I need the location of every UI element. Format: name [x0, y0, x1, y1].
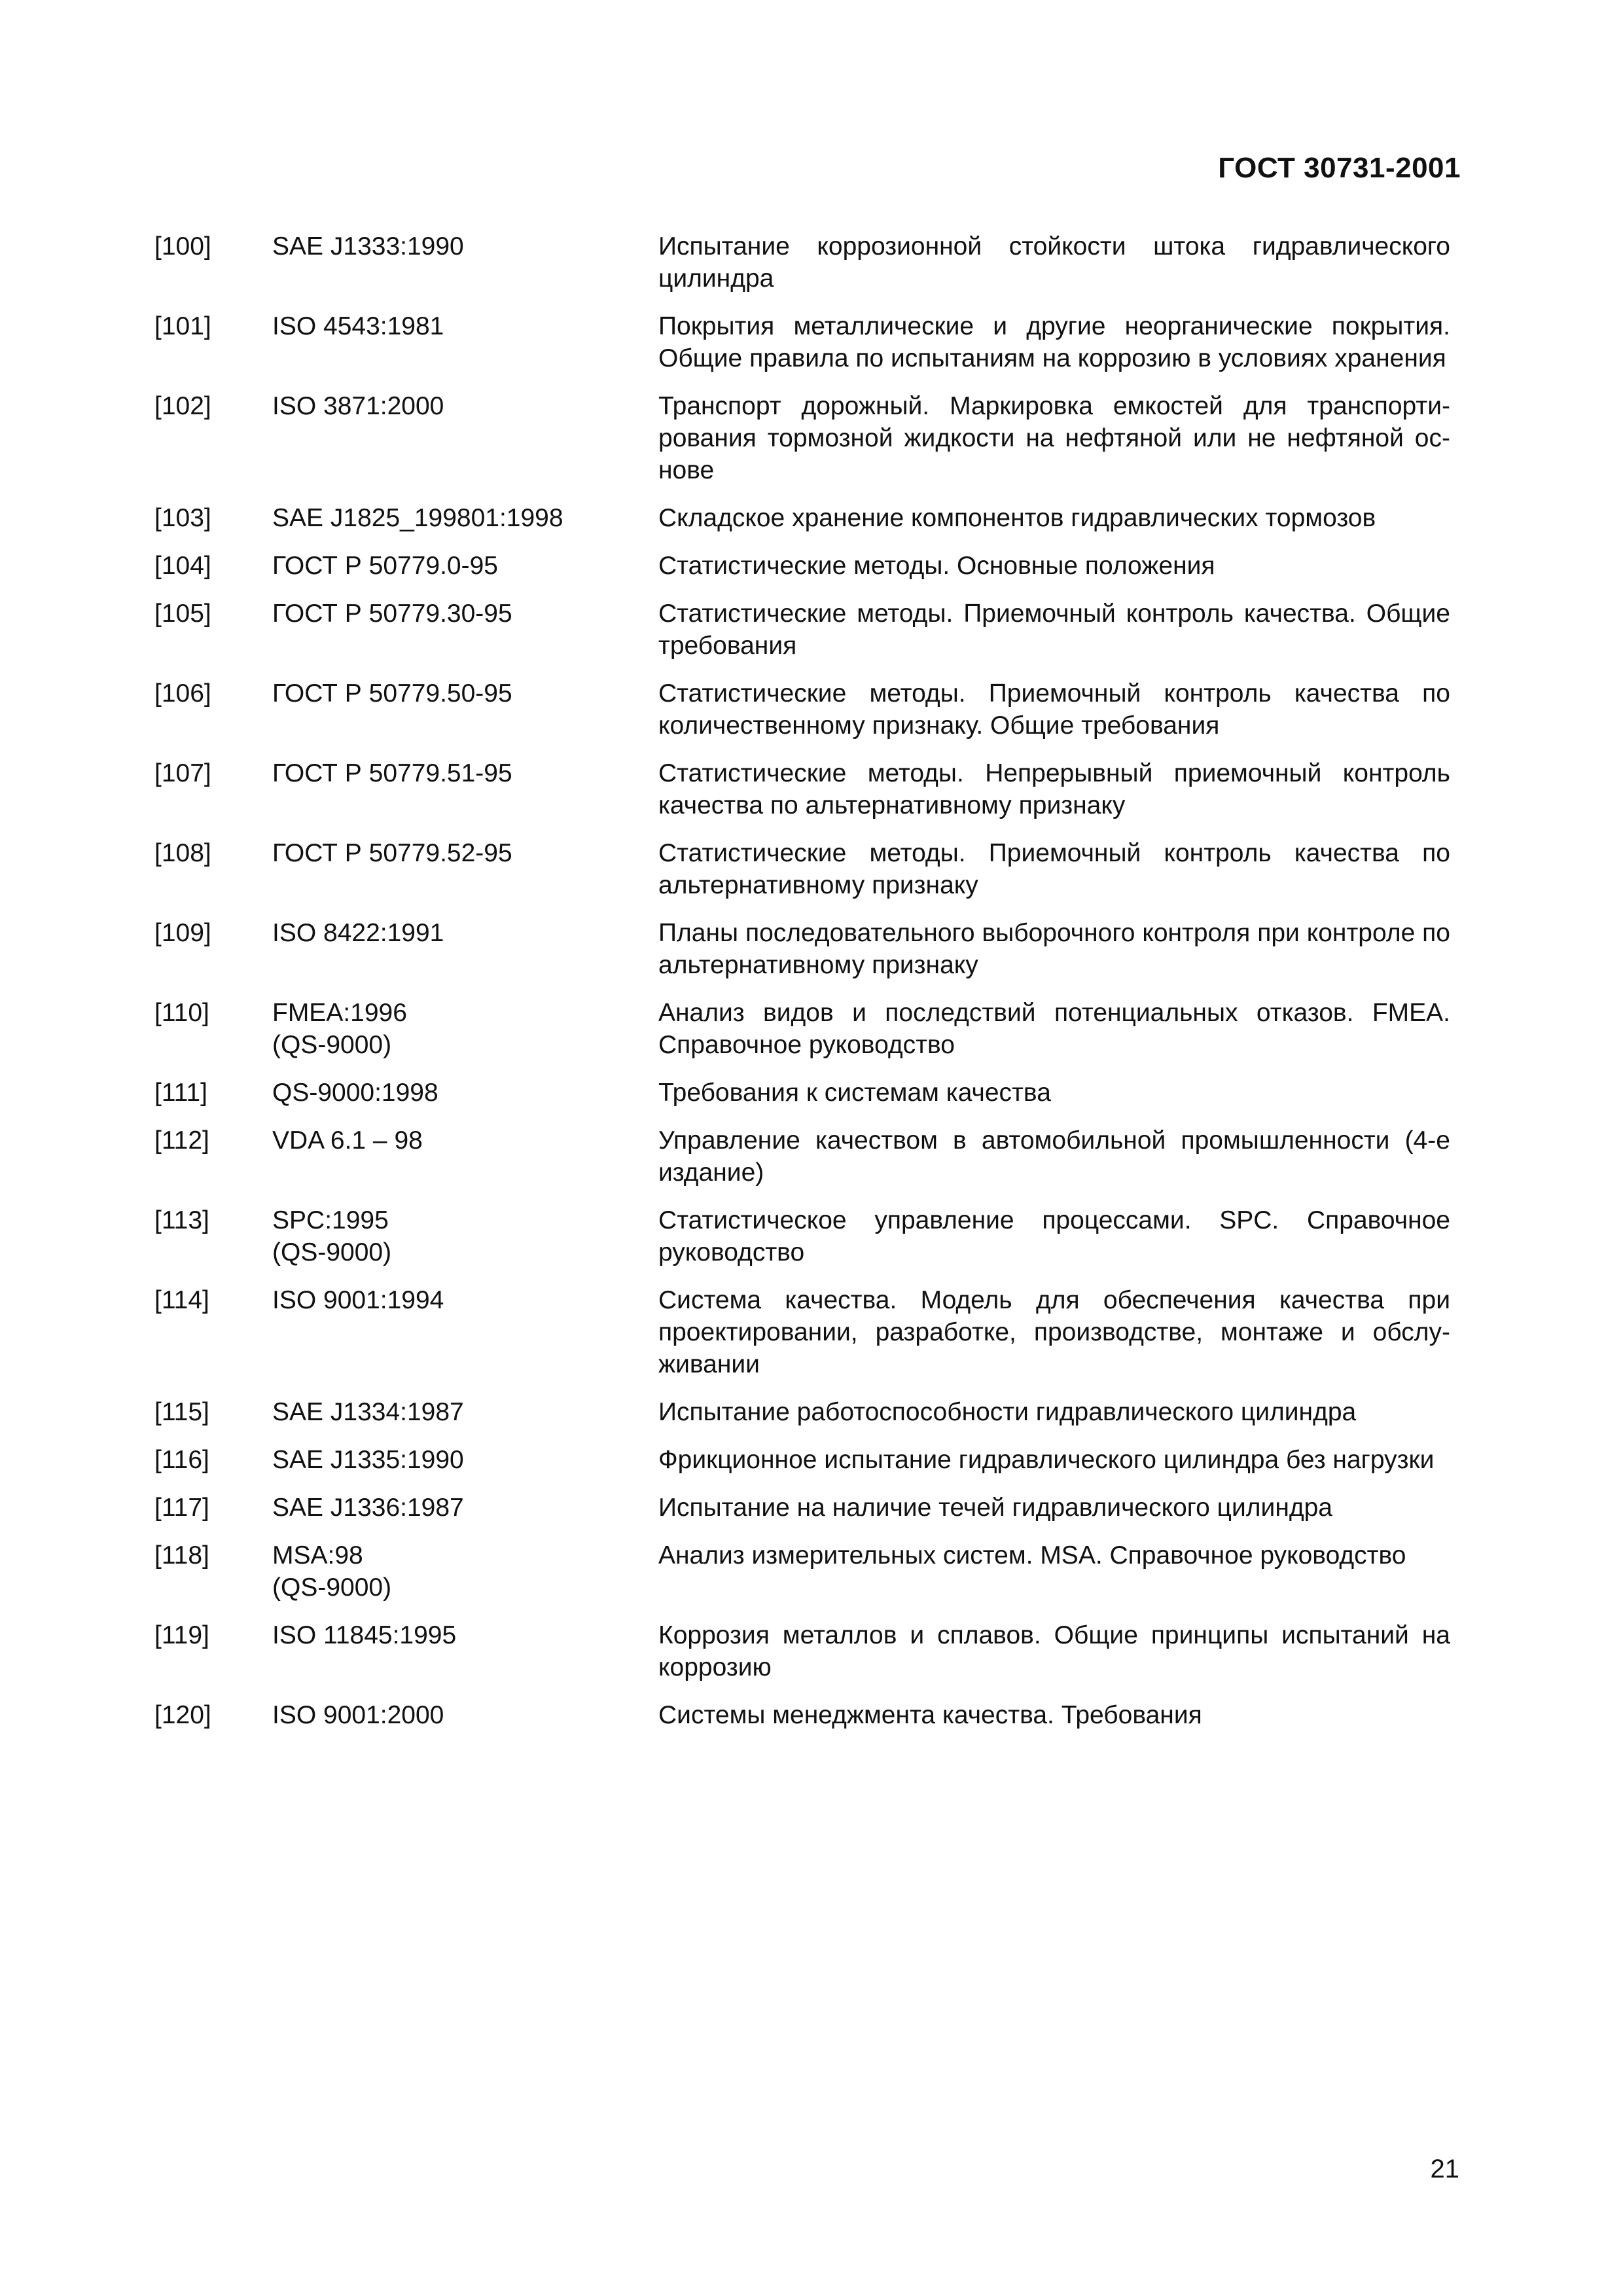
reference-row: [154, 1699, 1450, 1731]
reference-number: [112]: [154, 1126, 209, 1155]
reference-code: ISO 8422:1991: [272, 919, 444, 947]
reference-row: [154, 837, 1450, 901]
reference-title: Статистические методы. Непрерывный приемочный контроль качества по альтернативному признаку: [658, 759, 1450, 819]
reference-row: [154, 997, 1450, 1061]
reference-code: ГОСТ Р 50779.52-95: [272, 839, 512, 867]
reference-row: [154, 1124, 1450, 1189]
reference-code: VDA 6.1 – 98: [272, 1126, 423, 1155]
references-table: [154, 230, 1450, 1747]
reference-code: SAE J1334:1987: [272, 1398, 464, 1426]
reference-title: Испытание работоспособности гидравлического цилиндра: [658, 1398, 1357, 1426]
reference-code: FMEA:1996 (QS-9000): [272, 999, 407, 1059]
reference-number: [110]: [154, 999, 209, 1027]
reference-number: [108]: [154, 839, 211, 867]
reference-number: [114]: [154, 1286, 209, 1314]
reference-number: [106]: [154, 679, 211, 708]
reference-code: ISO 9001:2000: [272, 1701, 444, 1729]
reference-row: [154, 598, 1450, 662]
reference-number: [101]: [154, 312, 211, 340]
reference-code: ГОСТ Р 50779.30-95: [272, 600, 512, 628]
reference-code: SPC:1995 (QS-9000): [272, 1206, 392, 1266]
reference-code: ISO 4543:1981: [272, 312, 444, 340]
reference-row: [154, 502, 1450, 534]
reference-row: [154, 1396, 1450, 1428]
reference-number: [119]: [154, 1621, 209, 1649]
reference-number: [107]: [154, 759, 211, 787]
reference-number: [118]: [154, 1541, 209, 1570]
reference-row: [154, 1539, 1450, 1604]
reference-number: [120]: [154, 1701, 211, 1729]
reference-number: [117]: [154, 1494, 209, 1522]
reference-title: Управление качеством в автомобильной промышленности (4-е издание): [658, 1126, 1450, 1187]
reference-row: [154, 390, 1450, 486]
reference-code: SAE J1333:1990: [272, 232, 464, 260]
reference-code: ГОСТ Р 50779.0-95: [272, 552, 498, 580]
reference-number: [115]: [154, 1398, 209, 1426]
reference-code: SAE J1335:1990: [272, 1446, 464, 1474]
reference-code: ГОСТ Р 50779.50-95: [272, 679, 512, 708]
reference-title: Анализ видов и последствий потенциальных отказов. FMEA. Справочное руководство: [658, 999, 1450, 1059]
reference-row: [154, 1077, 1450, 1109]
reference-title: Испытание коррозионной стойкости штока гидравлического цилиндра: [658, 232, 1450, 293]
reference-title: Статистические методы. Приемочный контроль качества. Общие требования: [658, 600, 1450, 660]
reference-title: Планы последовательного выборочного контроля при контроле по альтернативному признаку: [658, 919, 1450, 979]
reference-title: Требования к системам качества: [658, 1079, 1051, 1107]
reference-code: SAE J1825_199801:1998: [272, 504, 563, 532]
reference-number: [104]: [154, 552, 211, 580]
reference-number: [105]: [154, 600, 211, 628]
reference-title: Статистическое управление процессами. SPC. Справочное руководство: [658, 1206, 1450, 1266]
reference-number: [102]: [154, 392, 211, 420]
reference-code: ISO 11845:1995: [272, 1621, 457, 1649]
reference-row: [154, 757, 1450, 821]
reference-row: [154, 310, 1450, 374]
reference-code: QS-9000:1998: [272, 1079, 438, 1107]
reference-row: [154, 1492, 1450, 1524]
reference-title: Система качества. Модель для обеспечения качества при проектировании, разработке, производстве, монтаже и обслуживании: [658, 1286, 1450, 1378]
reference-number: [113]: [154, 1206, 209, 1234]
reference-row: [154, 1204, 1450, 1268]
reference-row: [154, 677, 1450, 742]
reference-number: [103]: [154, 504, 211, 532]
reference-code: ГОСТ Р 50779.51-95: [272, 759, 512, 787]
reference-number: [116]: [154, 1446, 209, 1474]
reference-row: [154, 917, 1450, 981]
reference-code: ISO 3871:2000: [272, 392, 444, 420]
reference-number: [109]: [154, 919, 211, 947]
reference-row: [154, 1619, 1450, 1683]
reference-code: SAE J1336:1987: [272, 1494, 464, 1522]
reference-title: Анализ измерительных систем. MSA. Справочное руководство: [658, 1541, 1406, 1570]
reference-row: [154, 1444, 1450, 1476]
reference-title: Складское хранение компонентов гидравлических тормозов: [658, 504, 1376, 532]
reference-title: Испытание на наличие течей гидравлического цилиндра: [658, 1494, 1332, 1522]
page-number: 21: [1430, 2155, 1459, 2183]
reference-title: Покрытия металлические и другие неорганические покрытия. Общие правила по испытаниям на коррозию в условиях хранения: [658, 312, 1450, 372]
reference-row: [154, 550, 1450, 582]
reference-number: [100]: [154, 232, 211, 260]
reference-title: Системы менеджмента качества. Требования: [658, 1701, 1202, 1729]
reference-row: [154, 230, 1450, 295]
reference-title: Статистические методы. Основные положения: [658, 552, 1215, 580]
document-header-title: ГОСТ 30731-2001: [1218, 152, 1461, 184]
reference-code: ISO 9001:1994: [272, 1286, 444, 1314]
reference-number: [111]: [154, 1079, 207, 1107]
reference-row: [154, 1284, 1450, 1380]
reference-title: Статистические методы. Приемочный контроль качества по альтернативному признаку: [658, 839, 1450, 899]
reference-title: Фрикционное испытание гидравлического цилиндра без нагрузки: [658, 1446, 1435, 1474]
reference-code: MSA:98 (QS-9000): [272, 1541, 392, 1602]
reference-title: Транспорт дорожный. Маркировка емкостей для транспортирования тормозной жидкости на нефтяной или не нефтяной основе: [658, 392, 1450, 484]
reference-title: Статистические методы. Приемочный контроль качества по количественному признаку. Общие требования: [658, 679, 1450, 740]
reference-title: Коррозия металлов и сплавов. Общие принципы испытаний на коррозию: [658, 1621, 1450, 1681]
